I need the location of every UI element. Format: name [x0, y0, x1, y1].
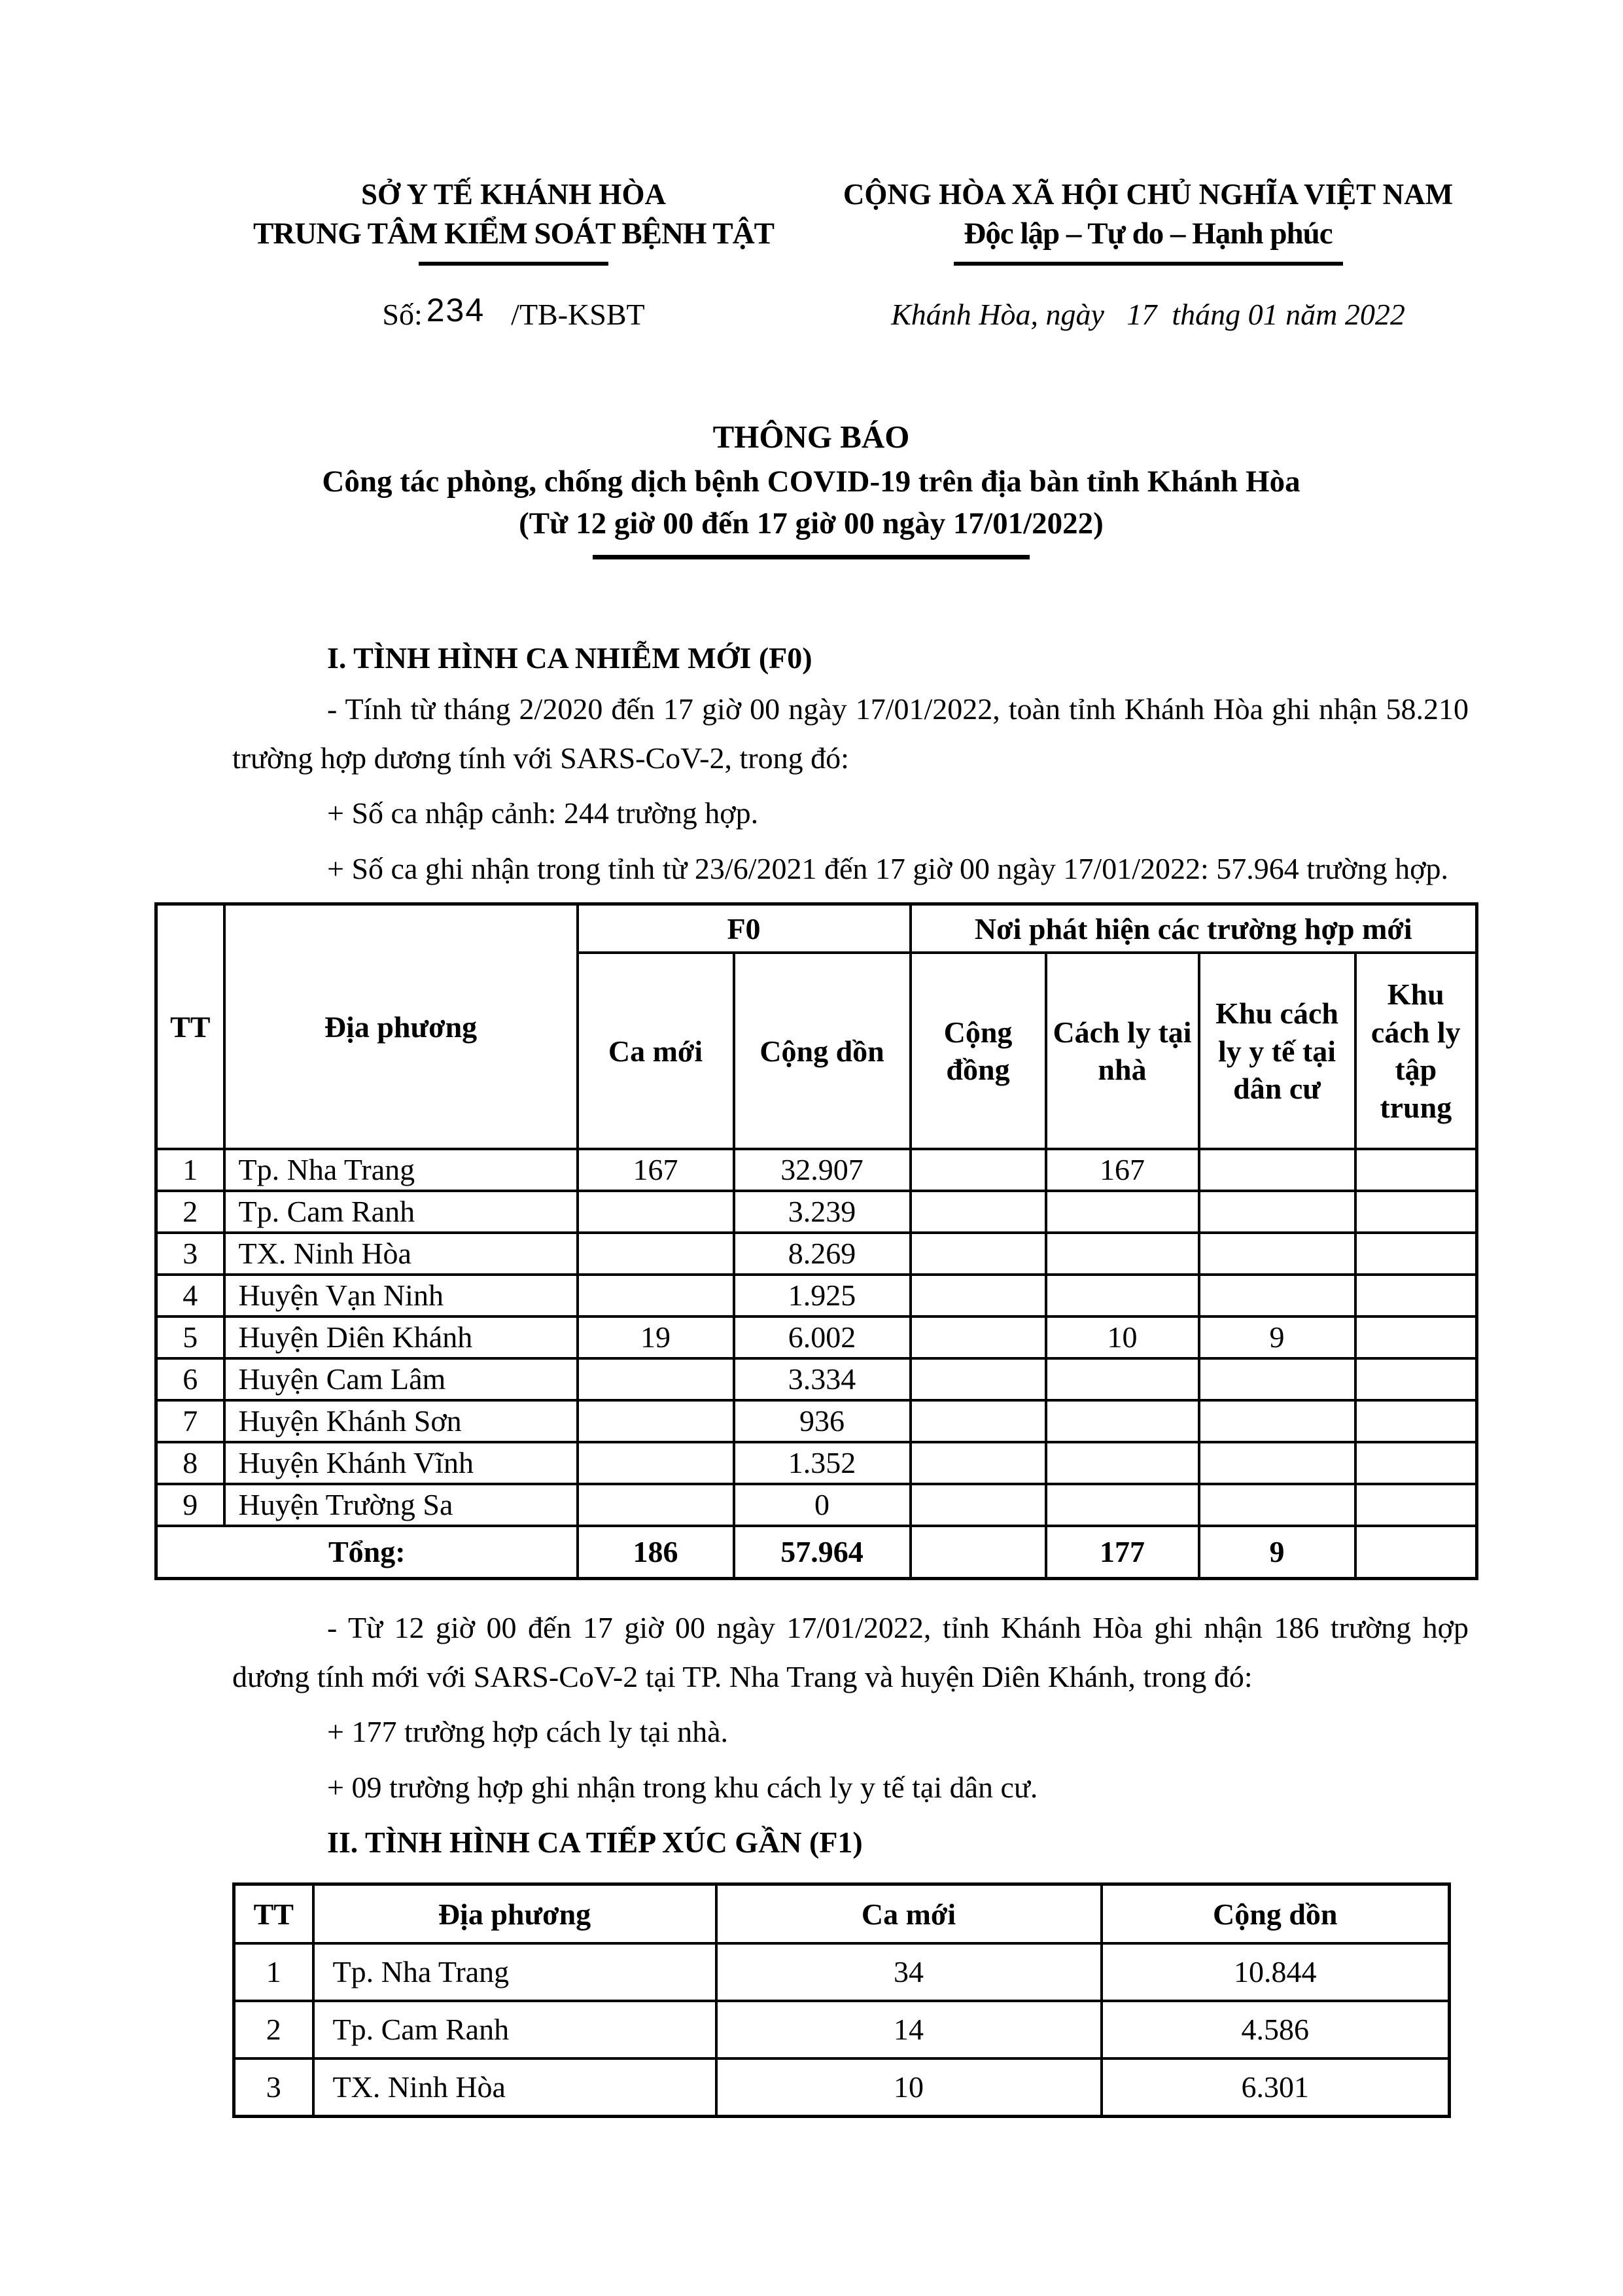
table-cell: Huyện Trường Sa [224, 1484, 578, 1526]
table-cell [911, 1233, 1046, 1275]
f1-header-cong-don: Cộng dồn [1102, 1884, 1450, 1944]
agency-divider [419, 262, 608, 266]
table-cell: 8 [156, 1442, 224, 1484]
table-cell [1046, 1442, 1199, 1484]
document-period: (Từ 12 giờ 00 đến 17 giờ 00 ngày 17/01/2022) [519, 506, 1104, 540]
table-cell: 1.352 [734, 1442, 911, 1484]
table-cell: 8.269 [734, 1233, 911, 1275]
table-row [156, 1484, 1477, 1526]
table-cell: 9 [156, 1484, 224, 1526]
f0-total-row [156, 1526, 1477, 1579]
table-cell: 6.002 [734, 1316, 911, 1358]
table-cell: 14 [716, 2001, 1102, 2058]
table-cell [1355, 1149, 1477, 1191]
table-cell: 32.907 [734, 1149, 911, 1191]
doc-number-label: Số: [382, 297, 423, 331]
table-cell: 3.334 [734, 1358, 911, 1400]
paragraph-imported-cases: + Số ca nhập cảnh: 244 trường hợp. [327, 796, 759, 830]
table-cell: 1 [234, 1943, 313, 2001]
f0-table [154, 902, 1478, 1580]
table-cell: 3 [156, 1233, 224, 1275]
f1-table [232, 1882, 1451, 2118]
paragraph-medical-zone: + 09 trường hợp ghi nhận trong khu cách ly y tế tại dân cư. [327, 1770, 1038, 1804]
f0-header-ca-moi: Ca mới [578, 953, 734, 1149]
table-cell: 167 [578, 1149, 734, 1191]
table-cell: Tp. Nha Trang [224, 1149, 578, 1191]
table-cell: 10.844 [1102, 1943, 1450, 2001]
table-cell: 34 [716, 1943, 1102, 2001]
f0-header-khu-cach-ly-y-te: Khu cách ly y tế tại dân cư [1199, 953, 1355, 1149]
f0-total-label: Tổng: [156, 1526, 578, 1579]
table-cell: Huyện Cam Lâm [224, 1358, 578, 1400]
table-cell: 3 [234, 2058, 313, 2117]
table-cell [911, 1275, 1046, 1316]
f1-header-ca-moi: Ca mới [716, 1884, 1102, 1944]
f0-header-cong-dong: Cộng đồng [911, 953, 1046, 1149]
table-cell: 5 [156, 1316, 224, 1358]
table-cell [578, 1358, 734, 1400]
table-cell: 936 [734, 1400, 911, 1442]
national-title: CỘNG HÒA XÃ HỘI CHỦ NGHĨA VIỆT NAM [843, 178, 1454, 211]
table-cell: 4 [156, 1275, 224, 1316]
table-cell [578, 1191, 734, 1233]
table-row [156, 1191, 1477, 1233]
table-cell [1046, 1400, 1199, 1442]
table-cell [578, 1400, 734, 1442]
f0-header-noi-phat-hien: Nơi phát hiện các trường hợp mới [911, 904, 1477, 953]
section-heading-f1: II. TÌNH HÌNH CA TIẾP XÚC GẦN (F1) [327, 1826, 863, 1860]
table-row [156, 1233, 1477, 1275]
table-cell: 7 [156, 1400, 224, 1442]
table-cell: Huyện Khánh Vĩnh [224, 1442, 578, 1484]
f0-total-khu-cach-ly-y-te: 9 [1199, 1526, 1355, 1579]
document-subtitle: Công tác phòng, chống dịch bệnh COVID-19 trên địa bàn tỉnh Khánh Hòa [322, 465, 1300, 499]
national-motto: Độc lập – Tự do – Hạnh phúc [964, 216, 1333, 251]
f1-header-row [234, 1884, 1450, 1944]
issuing-agency-block [229, 175, 798, 266]
section-heading-f0: I. TÌNH HÌNH CA NHIỄM MỚI (F0) [327, 641, 812, 675]
table-cell [1199, 1149, 1355, 1191]
table-cell [1046, 1484, 1199, 1526]
table-cell [911, 1484, 1046, 1526]
table-cell [911, 1442, 1046, 1484]
document-title: THÔNG BÁO [712, 418, 910, 455]
table-row [234, 2058, 1450, 2117]
table-cell [1046, 1191, 1199, 1233]
table-cell [1199, 1275, 1355, 1316]
table-cell [1355, 1442, 1477, 1484]
table-cell [911, 1191, 1046, 1233]
table-cell: 0 [734, 1484, 911, 1526]
table-row [156, 1400, 1477, 1442]
agency-name: TRUNG TÂM KIỂM SOÁT BỆNH TẬT [253, 216, 774, 251]
table-cell [578, 1275, 734, 1316]
f0-header-tt: TT [156, 904, 224, 1150]
table-cell [578, 1233, 734, 1275]
table-cell: Huyện Khánh Sơn [224, 1400, 578, 1442]
table-cell: 10 [716, 2058, 1102, 2117]
f0-total-cach-ly-tai-nha: 177 [1046, 1526, 1199, 1579]
motto-divider [954, 262, 1343, 266]
table-cell [1046, 1233, 1199, 1275]
f0-total-ca-moi: 186 [578, 1526, 734, 1579]
f0-total-khu-cach-ly-tap-trung [1355, 1526, 1477, 1579]
table-cell: Tp. Nha Trang [313, 1943, 716, 2001]
table-cell [1355, 1275, 1477, 1316]
table-cell [1199, 1191, 1355, 1233]
table-cell: 3.239 [734, 1191, 911, 1233]
table-cell: 2 [234, 2001, 313, 2058]
table-row [156, 1275, 1477, 1316]
table-row [156, 1358, 1477, 1400]
table-cell: Huyện Diên Khánh [224, 1316, 578, 1358]
table-row [234, 1943, 1450, 2001]
table-cell [1355, 1400, 1477, 1442]
table-cell [1355, 1484, 1477, 1526]
table-cell: 10 [1046, 1316, 1199, 1358]
table-row [156, 1442, 1477, 1484]
table-row [234, 2001, 1450, 2058]
table-cell: 6 [156, 1358, 224, 1400]
title-block [154, 416, 1469, 560]
table-cell [1199, 1484, 1355, 1526]
paragraph-home-isolation: + 177 trường hợp cách ly tại nhà. [327, 1715, 729, 1749]
f1-header-dia-phuong: Địa phương [313, 1884, 716, 1944]
table-cell [578, 1484, 734, 1526]
table-cell: Tp. Cam Ranh [224, 1191, 578, 1233]
f1-header-tt: TT [234, 1884, 313, 1944]
table-cell: 4.586 [1102, 2001, 1450, 2058]
table-cell: TX. Ninh Hòa [224, 1233, 578, 1275]
table-cell: 19 [578, 1316, 734, 1358]
f0-header-f0: F0 [578, 904, 911, 953]
agency-parent-name: SỞ Y TẾ KHÁNH HÒA [361, 178, 666, 211]
doc-number-block [229, 291, 798, 332]
table-cell [1355, 1316, 1477, 1358]
table-cell [1199, 1358, 1355, 1400]
doc-number-suffix: /TB-KSBT [511, 297, 645, 331]
table-cell [1046, 1358, 1199, 1400]
table-cell [578, 1442, 734, 1484]
table-cell [911, 1316, 1046, 1358]
paragraph-total-cases: - Tính từ tháng 2/2020 đến 17 giờ 00 ngày 17/01/2022, toàn tỉnh Khánh Hòa ghi nhận 58.210 trường hợp dương tính với SARS-CoV-2, trong đó: [232, 692, 1469, 775]
table-cell: 6.301 [1102, 2058, 1450, 2117]
paragraph-new-cases: - Từ 12 giờ 00 đến 17 giờ 00 ngày 17/01/2022, tỉnh Khánh Hòa ghi nhận 186 trường hợp dương tính mới với SARS-CoV-2 tại TP. Nha Trang và huyện Diên Khánh, trong đó: [232, 1611, 1469, 1693]
table-cell: 1.925 [734, 1275, 911, 1316]
f0-header-row-1 [156, 904, 1477, 953]
table-cell [1355, 1191, 1477, 1233]
f0-total-cong-don: 57.964 [734, 1526, 911, 1579]
national-header-block [818, 175, 1478, 266]
f0-header-dia-phuong: Địa phương [224, 904, 578, 1150]
table-cell [1355, 1233, 1477, 1275]
f0-header-cach-ly-tai-nha: Cách ly tại nhà [1046, 953, 1199, 1149]
table-row [156, 1149, 1477, 1191]
table-row [156, 1316, 1477, 1358]
table-cell: Tp. Cam Ranh [313, 2001, 716, 2058]
table-cell: TX. Ninh Hòa [313, 2058, 716, 2117]
table-cell [911, 1358, 1046, 1400]
f0-header-cong-don: Cộng dồn [734, 953, 911, 1149]
f0-total-cong-dong [911, 1526, 1046, 1579]
table-cell [1355, 1358, 1477, 1400]
table-cell: 9 [1199, 1316, 1355, 1358]
table-cell: 2 [156, 1191, 224, 1233]
table-cell [1199, 1442, 1355, 1484]
table-cell: Huyện Vạn Ninh [224, 1275, 578, 1316]
table-cell: 167 [1046, 1149, 1199, 1191]
document-header [0, 175, 1623, 266]
table-cell: 1 [156, 1149, 224, 1191]
place-date: Khánh Hòa, ngày 17 tháng 01 năm 2022 [891, 297, 1405, 331]
paragraph-local-cases: + Số ca ghi nhận trong tỉnh từ 23/6/2021 đến 17 giờ 00 ngày 17/01/2022: 57.964 trường hợp. [327, 851, 1448, 885]
table-cell [911, 1149, 1046, 1191]
title-divider [593, 555, 1030, 559]
table-cell [911, 1400, 1046, 1442]
f0-header-khu-cach-ly-tap-trung: Khu cách ly tập trung [1355, 953, 1477, 1149]
doc-number-row [0, 291, 1623, 332]
doc-number-value: 234 [426, 291, 485, 328]
table-cell [1199, 1233, 1355, 1275]
table-cell [1046, 1275, 1199, 1316]
table-cell [1199, 1400, 1355, 1442]
